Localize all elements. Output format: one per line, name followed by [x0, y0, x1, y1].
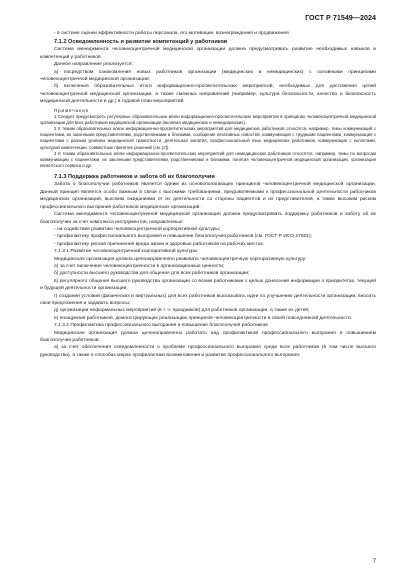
- list-item: б) доступности высшего руководства для общения для всех работников организации;: [54, 271, 250, 277]
- paragraph: Медицинская организация должна целенаправленно развивать человекоцентричную корпоративную культуру:: [54, 256, 307, 262]
- paragraph: Система менеджмента человекоцентричной медицинской организации должна предусматривать поддержку работников и заботу об их благополучии за счет комплекса инструментов, направленных:: [40, 212, 376, 225]
- subsection-heading-7-1-3-2: 7.1.3.2 Профилактика профессионального выгорания и повышение благополучия работников: [54, 323, 268, 329]
- list-item: а) за счет включения человекоцентричности в организационные ценности;: [54, 263, 225, 269]
- note-item: 1 Следует предусмотреть регулярные образовательные и/или информационно-просветительские мероприятия в принципах человекоцентричной медицинской организации для всех работников медицинской организации (включая медицинских и немедицинских).: [40, 113, 376, 125]
- list-item: г) создания условий (физических и виртуальных) для всех работников высказывать идеи по улучшению деятельности организации, вносить свои предложения и задавать вопросы;: [40, 293, 376, 306]
- paragraph: Система менеджмента человекоцентричной медицинской организации должна предусматривать развитие необходимых навыков и компетенций у работников.: [40, 47, 376, 60]
- paragraph: Забота о благополучии работников является одним из основополагающих принципов человекоцентричной медицинской организации. Данный принцип является особо важным в связи с высокими требованиями, предъявляемыми к профессиональной деятельности работников медицинских организаций, высоким ожиданиями от их деятельности со стороны пациентов и их представителей, а также высоким риском профессионального выгорания работников медицинских организаций.: [40, 182, 376, 210]
- list-item: - профилактику профессионального выгорания и повышение благополучия работников (см. ГОСТ Р ИСО 27501);: [54, 234, 313, 240]
- notes-title: Примечания: [54, 107, 89, 113]
- paragraph: Медицинская организация должна целенаправленно работать над профилактикой профессионального выгорания и повышением благополучия работников:: [40, 330, 376, 344]
- subsection-heading-7-1-3-1: 7.1.3.1 Развитие человекоцентричной корпоративной культуры: [54, 249, 198, 255]
- list-item: а) за счет обеспечения осведомленности о проблеме профессионального выгорания среди всех работников (в том числе высшего руководства), а также о способах мерах профилактики возникновения и развитие профессионального выгорания;: [40, 345, 376, 358]
- section-heading-7-1-2: 7.1.2 Осведомленность и развитие компетенций у работников: [54, 39, 228, 46]
- list-item: в) регулярного общения высшего руководства организации со всеми работниками с целью донесения информации о приоритетах, текущей и будущей деятельности организации;: [40, 278, 376, 292]
- list-item: е) поощрения работников, демонстрирующих реализацию принципов человекоцентричности в своей повседневной деятельности.: [54, 315, 353, 321]
- paragraph: Данное направление реализуется:: [54, 62, 133, 68]
- list-item: б) включения образовательных итоги информационно-просветительских мероприятий, необходимых для достижения целей человекоцентричной медицинской организации, а также смежных направлений (например, культура безопасности, качество и безопасность медицинской деятельности и др.) в годовой план мероприятий.: [40, 84, 376, 105]
- document-id-header: ГОСТ Р 71549—2024: [305, 13, 376, 22]
- page-number: 7: [372, 559, 376, 565]
- list-continuation: - в системе оценки эффективности работы персонала, его мотивации, вознаграждения и продвижения.: [54, 31, 290, 36]
- list-item: д) организации неформальных мероприятий (в т. ч. праздников) для работников организации, а также их детей;: [54, 308, 310, 314]
- list-item: - профилактику рисков причинения вреда жизни и здоровью работников на рабочих местах.: [54, 241, 265, 247]
- note-item: 3 К темам образовательных и/или информационно-просветительских мероприятий для немедицинских работников относятся, например, темы по вопросам коммуникации с пациентами, их законными представителями, родственниками и близкими, понятия человекоцентричной медицинской организации, организация клиентского сервиса и др.: [40, 150, 376, 169]
- notes-block: [40, 107, 376, 170]
- list-item: а) посредством ознакомления новых работников организации (медицинских и немедицинских) с основными принципами человекоцентричной медицинской организации;: [40, 69, 376, 83]
- note-item: 2 К темам образовательных и/или информационно-просветительских мероприятий для медицинских работников относятся, например, темы коммуникаций с пациентами, их законными представителями, родственниками и близкими, сообщение негативных новостей, коммуникация с трудными пациентами, коммуникация с пациентами с разным уровнем медицинской грамотности, деятельная эмпатия, профессиональный язык медицинских работников, коммуникация с коллегами, культурой компетенции, совместные принятие решений (см. [2]).: [40, 126, 376, 150]
- section-heading-7-1-3: 7.1.3 Поддержка работников и забота об их благополучии: [54, 174, 215, 181]
- list-item: - на содействие развитию человекоцентричной корпоративной культуры;: [54, 226, 221, 232]
